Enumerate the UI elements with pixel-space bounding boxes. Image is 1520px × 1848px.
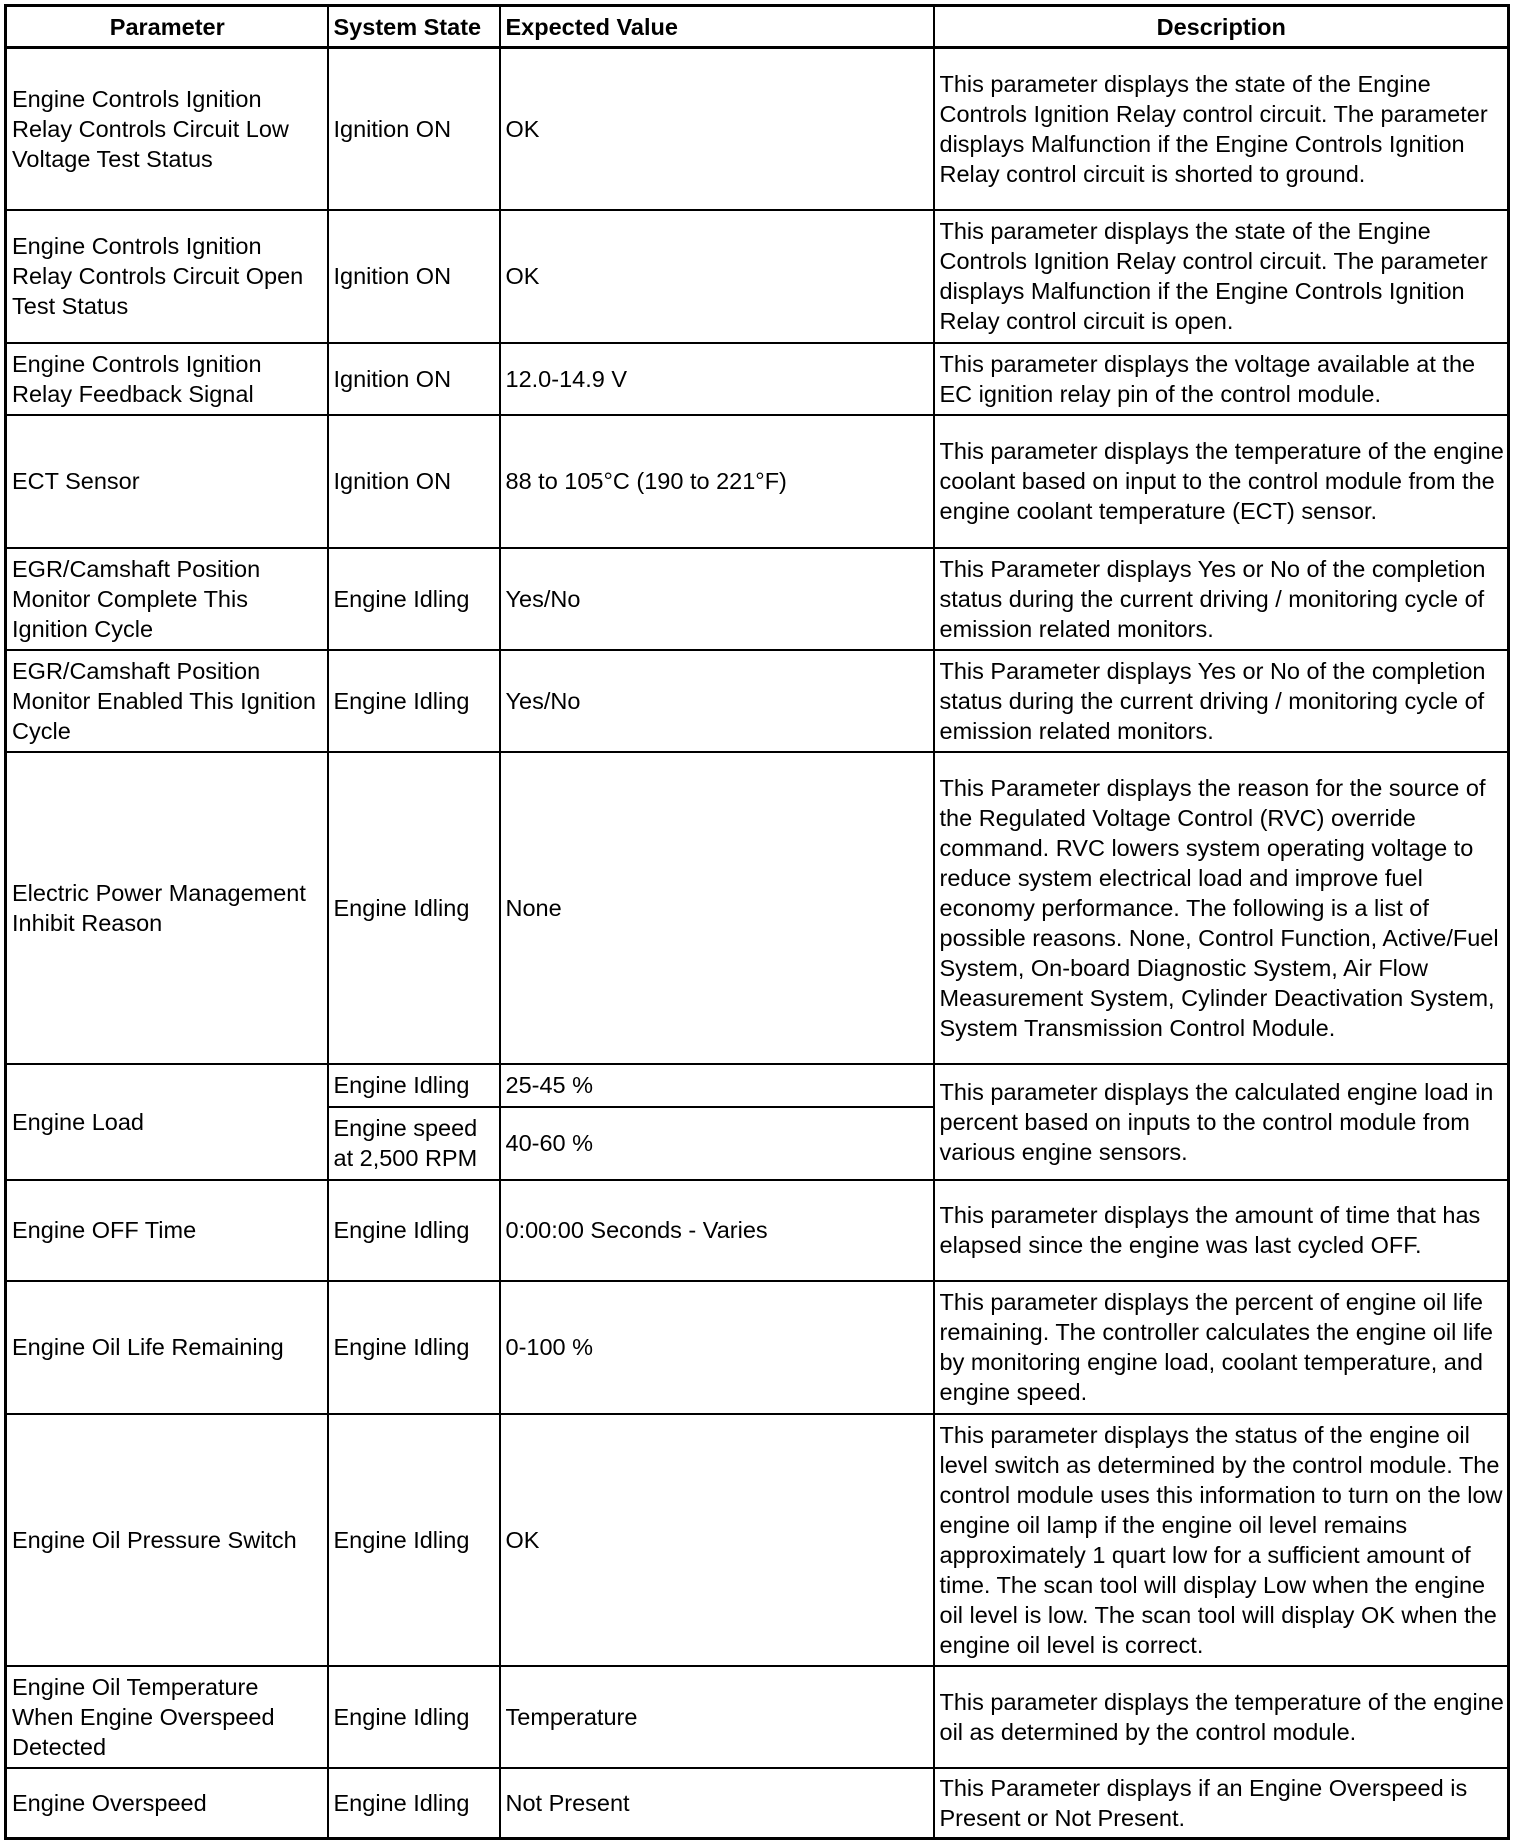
expected-value-cell: 12.0-14.9 V [500,343,934,415]
parameter-cell: Engine Oil Pressure Switch [6,1414,328,1666]
description-cell: This Parameter displays Yes or No of the completion status during the current driving / monitoring cycle of emission related monitors. [934,650,1509,752]
description-cell: This parameter displays the voltage available at the EC ignition relay pin of the control module. [934,343,1509,415]
header-parameter: Parameter [6,6,328,48]
header-system-state: System State [328,6,500,48]
description-cell: This parameter displays the state of the Engine Controls Ignition Relay control circuit. The parameter displays Malfunction if the Engine Controls Ignition Relay control circuit is shorted to ground. [934,48,1509,210]
description-cell: This Parameter displays if an Engine Overspeed is Present or Not Present. [934,1768,1509,1839]
expected-value-cell: 25-45 % [500,1064,934,1107]
system-state-cell: Engine Idling [328,548,500,650]
expected-value-cell: OK [500,210,934,343]
expected-value-cell: 0:00:00 Seconds - Varies [500,1180,934,1281]
expected-value-cell: Temperature [500,1666,934,1768]
expected-value-cell: 0-100 % [500,1281,934,1414]
description-cell: This parameter displays the status of the engine oil level switch as determined by the control module. The control module uses this information to turn on the low engine oil lamp if the engine oil level remains approximately 1 quart low for a sufficient amount of time. The scan tool will display Low when the engine oil level is low. The scan tool will display OK when the engine oil level is correct. [934,1414,1509,1666]
header-description: Description [934,6,1509,48]
table-row [6,1281,1509,1414]
description-cell: This parameter displays the percent of engine oil life remaining. The controller calculates the engine oil life by monitoring engine load, coolant temperature, and engine speed. [934,1281,1509,1414]
table-row [6,415,1509,548]
table-row [6,48,1509,210]
system-state-cell: Engine Idling [328,1414,500,1666]
parameter-cell: Engine Oil Temperature When Engine Overspeed Detected [6,1666,328,1768]
table-row [6,1666,1509,1768]
table-row [6,752,1509,1064]
parameter-cell: Engine Controls Ignition Relay Feedback Signal [6,343,328,415]
expected-value-cell: Not Present [500,1768,934,1839]
system-state-cell: Engine Idling [328,1281,500,1414]
system-state-cell: Engine Idling [328,1064,500,1107]
expected-value-cell: Yes/No [500,548,934,650]
parameter-cell: Engine Controls Ignition Relay Controls Circuit Open Test Status [6,210,328,343]
parameter-cell: EGR/Camshaft Position Monitor Complete This Ignition Cycle [6,548,328,650]
parameter-cell: ECT Sensor [6,415,328,548]
parameter-cell: Engine OFF Time [6,1180,328,1281]
expected-value-cell: 40-60 % [500,1107,934,1180]
expected-value-cell: None [500,752,934,1064]
description-cell: This parameter displays the temperature of the engine oil as determined by the control module. [934,1666,1509,1768]
description-cell: This Parameter displays the reason for the source of the Regulated Voltage Control (RVC) override command. RVC lowers system operating voltage to reduce system electrical load and improve fuel economy performance. The following is a list of possible reasons. None, Control Function, Active/Fuel System, On-board Diagnostic System, Air Flow Measurement System, Cylinder Deactivation System, System Transmission Control Module. [934,752,1509,1064]
parameter-cell: EGR/Camshaft Position Monitor Enabled This Ignition Cycle [6,650,328,752]
table-row [6,1414,1509,1666]
system-state-cell: Ignition ON [328,48,500,210]
expected-value-cell: Yes/No [500,650,934,752]
system-state-cell: Engine Idling [328,1768,500,1839]
system-state-cell: Ignition ON [328,210,500,343]
system-state-cell: Engine Idling [328,752,500,1064]
description-cell: This parameter displays the calculated engine load in percent based on inputs to the control module from various engine sensors. [934,1064,1509,1180]
parameter-cell: Engine Oil Life Remaining [6,1281,328,1414]
expected-value-cell: OK [500,1414,934,1666]
header-row [6,6,1509,48]
expected-value-cell: OK [500,48,934,210]
parameter-cell: Engine Controls Ignition Relay Controls Circuit Low Voltage Test Status [6,48,328,210]
description-cell: This Parameter displays Yes or No of the completion status during the current driving / monitoring cycle of emission related monitors. [934,548,1509,650]
system-state-cell: Engine Idling [328,650,500,752]
parameter-cell: Electric Power Management Inhibit Reason [6,752,328,1064]
expected-value-cell: 88 to 105°C (190 to 221°F) [500,415,934,548]
table-row [6,1064,1509,1107]
description-cell: This parameter displays the state of the Engine Controls Ignition Relay control circuit. The parameter displays Malfunction if the Engine Controls Ignition Relay control circuit is open. [934,210,1509,343]
parameter-cell: Engine Overspeed [6,1768,328,1839]
table-row [6,1180,1509,1281]
description-cell: This parameter displays the temperature of the engine coolant based on input to the control module from the engine coolant temperature (ECT) sensor. [934,415,1509,548]
system-state-cell: Ignition ON [328,415,500,548]
header-expected-value: Expected Value [500,6,934,48]
system-state-cell: Engine speed at 2,500 RPM [328,1107,500,1180]
table-row [6,1768,1509,1839]
table-row [6,548,1509,650]
table-row [6,210,1509,343]
system-state-cell: Engine Idling [328,1666,500,1768]
parameter-cell: Engine Load [6,1064,328,1180]
system-state-cell: Ignition ON [328,343,500,415]
parameter-table [4,4,1510,1840]
table-row [6,343,1509,415]
table-row [6,650,1509,752]
description-cell: This parameter displays the amount of time that has elapsed since the engine was last cycled OFF. [934,1180,1509,1281]
system-state-cell: Engine Idling [328,1180,500,1281]
